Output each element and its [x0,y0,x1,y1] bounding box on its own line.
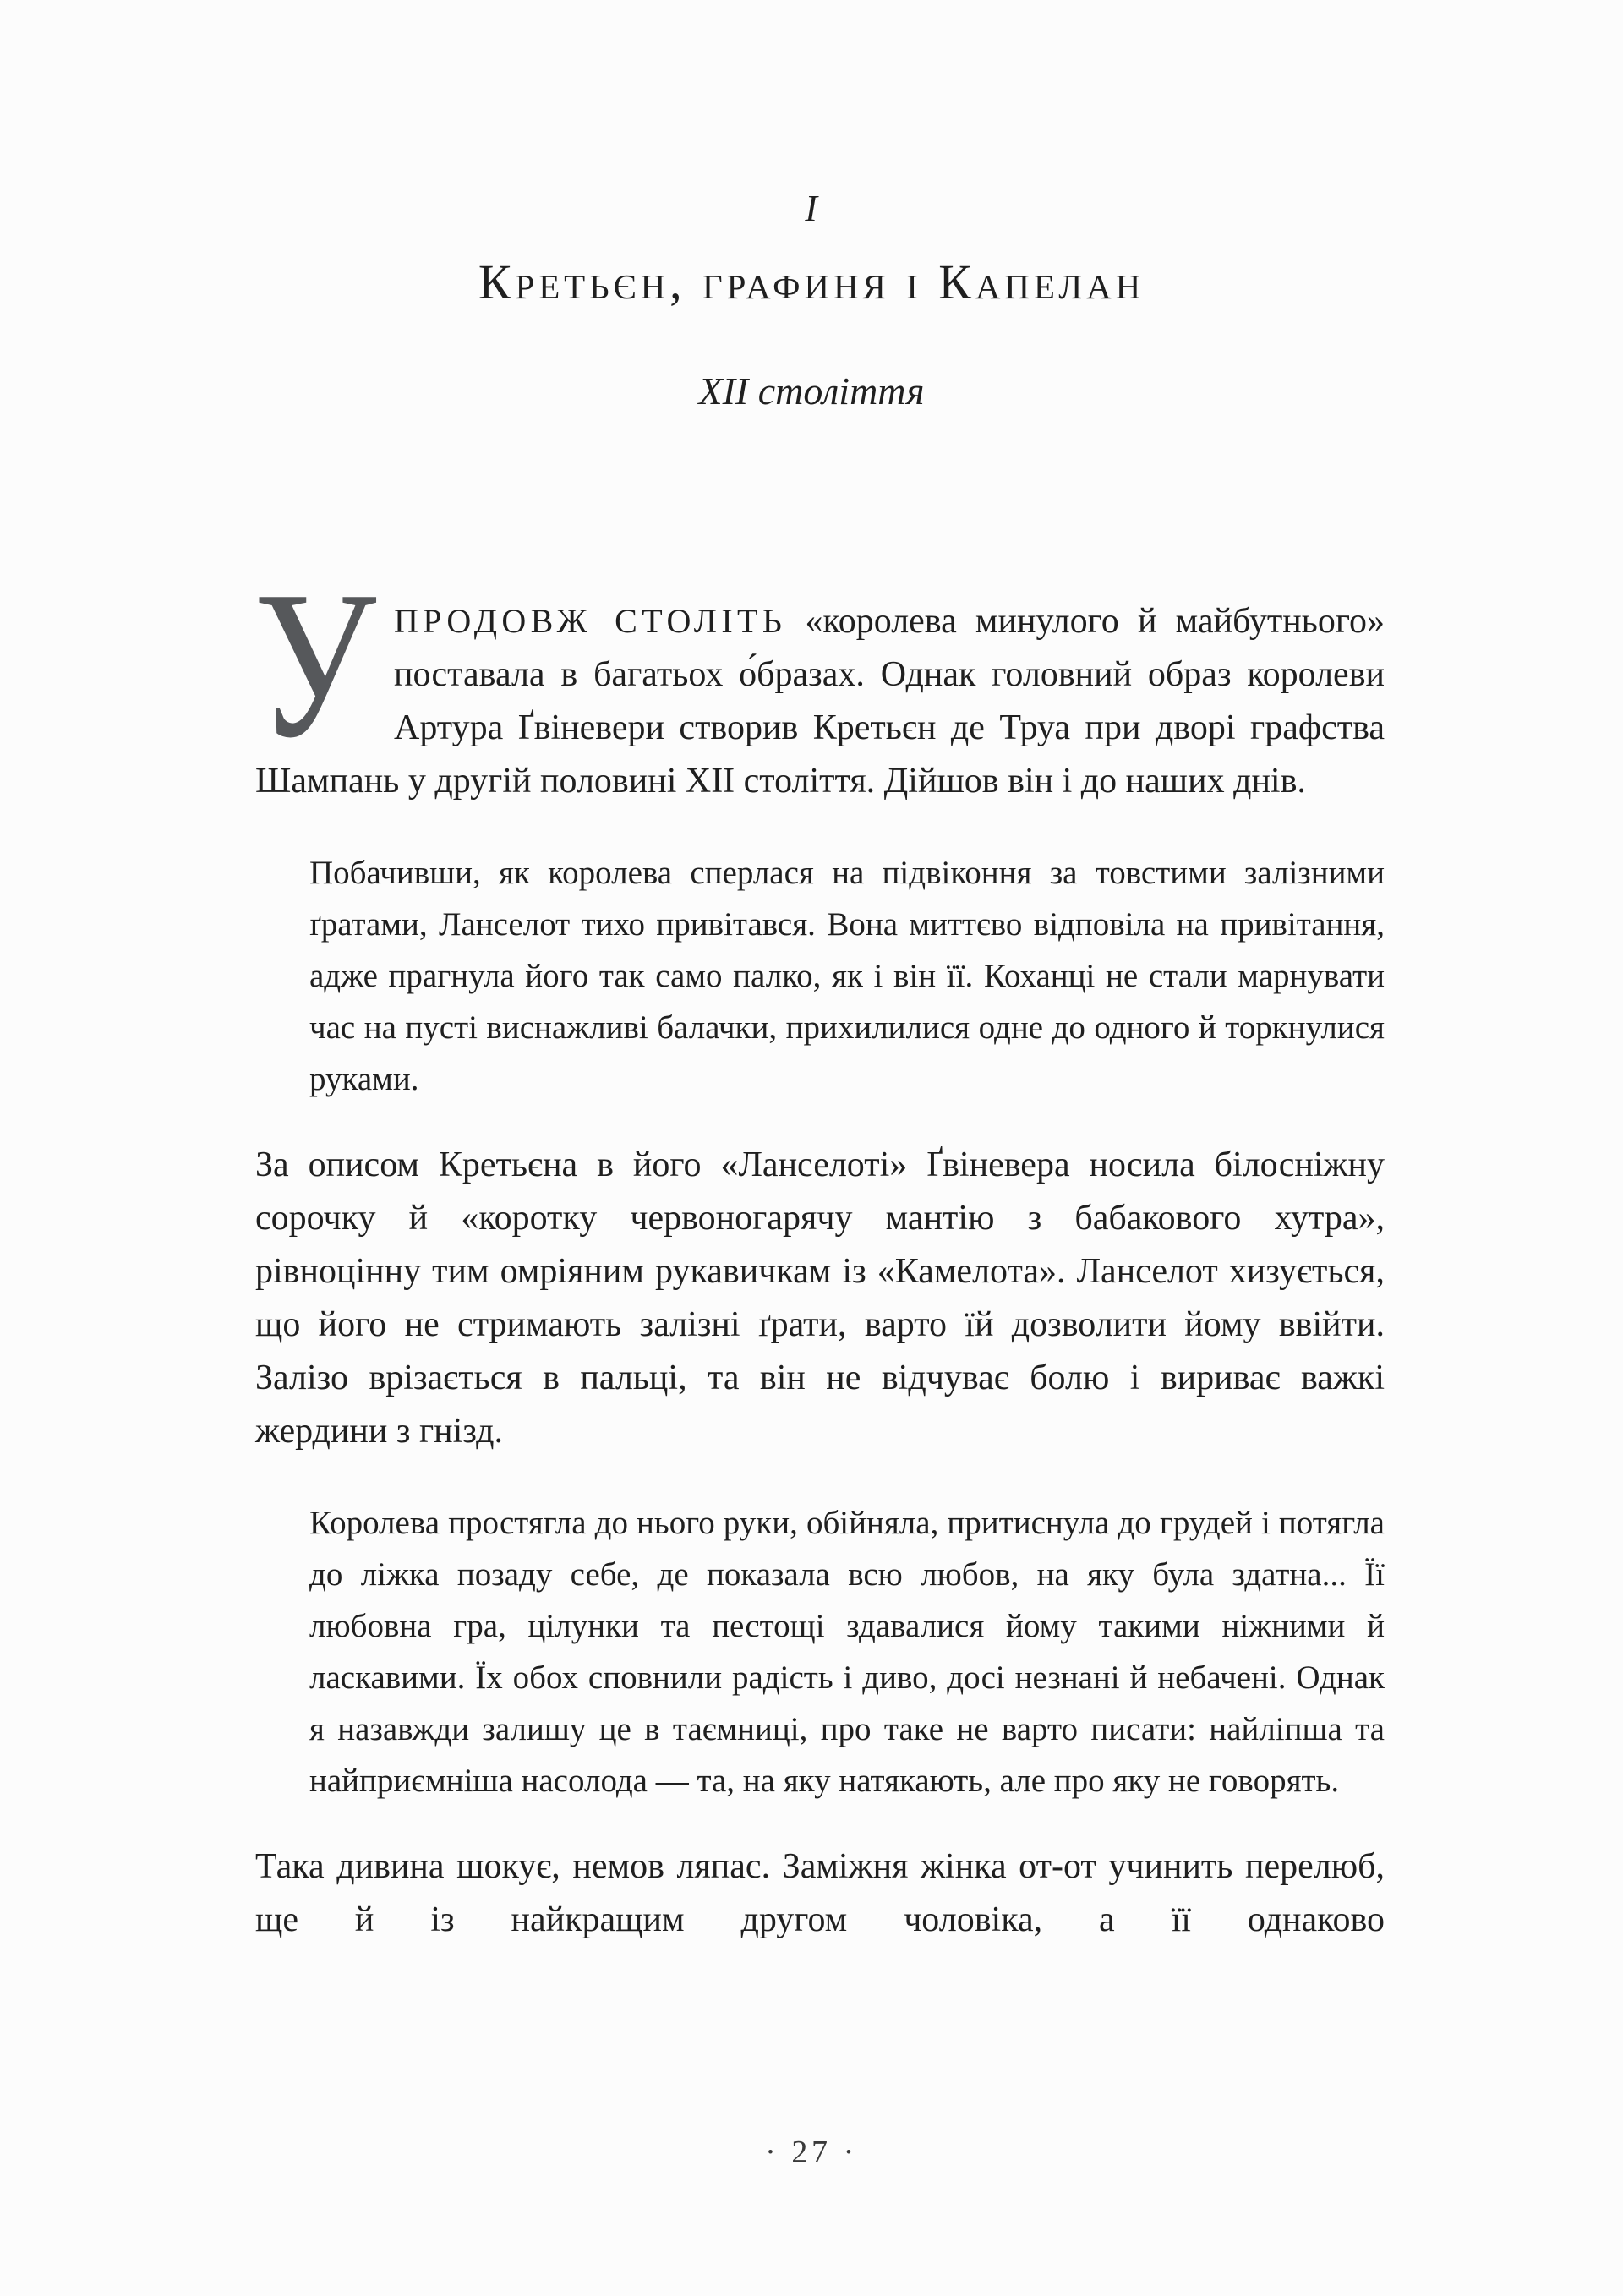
block-quote-second: Королева простягла до нього руки, обійняла, притиснула до грудей і потягла до ліжка позаду себе, де показала всю любов, на яку була здатна... Її любовна гра, цілунки та пестощі здавалися йому такими ніжними й ласкавими. Їх обох сповнили радість і диво, досі незнані й небачені. Однак я назавжди залишу це в таємниці, про таке не варто писати: найліпша та найприємніша насолода — та, на яку натякають, але про яку не говорять. [309,1505,1385,1799]
drop-cap: У [254,548,377,782]
paragraph-opening [254,548,1385,808]
block-quote-first: Побачивши, як королева сперлася на підвіконня за товстими залізними ґратами, Ланселот тихо привітався. Вона миттєво відповіла на привітання, адже прагнула його так само палко, як і він її. Коханці не стали марнувати час на пусті виснажливі балачки, прихилилися одне до одного й торкнулися руками. [309,855,1385,1097]
chapter-title: Кретьєн, графиня і Капелан [478,254,1145,309]
chapter-subtitle: XII століття [698,369,925,413]
small-caps-run-in: ПРОДОВЖ СТОЛІТЬ [394,602,787,640]
text-block [254,548,1385,1947]
chapter-heading [0,0,1623,415]
paragraph-second: За описом Кретьєна в його «Ланселоті» Ґвіневера носила білосніжну сорочку й «коротку червоногарячу мантію з бабакового хутра», рівноцінну тим омріяним рукавичкам із «Камелота». Ланселот хизується, що його не стримають залізні ґрати, варто їй дозволити йому ввійти. Залізо врізається в пальці, та він не відчуває болю і вириває важкі жердини з гнізд. [255,1145,1385,1451]
page-footer [0,2134,1623,2171]
page-number: · 27 · [765,2135,858,2170]
paragraph-opening-text: «королева минулого й майбутнього» поставала в багатьох о́бразах. Однак головний образ королеви Артура Ґвіневери створив Кретьєн де Труа при дворі графства Шампань у другій половині XII століття. Дійшов він і до наших днів. [255,602,1385,801]
chapter-number: I [805,188,818,229]
paragraph-third: Така дивина шокує, немов ляпас. Заміжня жінка от-от учинить перелюб, ще й із найкращим другом чоловіка, а її однаково [255,1847,1385,1939]
